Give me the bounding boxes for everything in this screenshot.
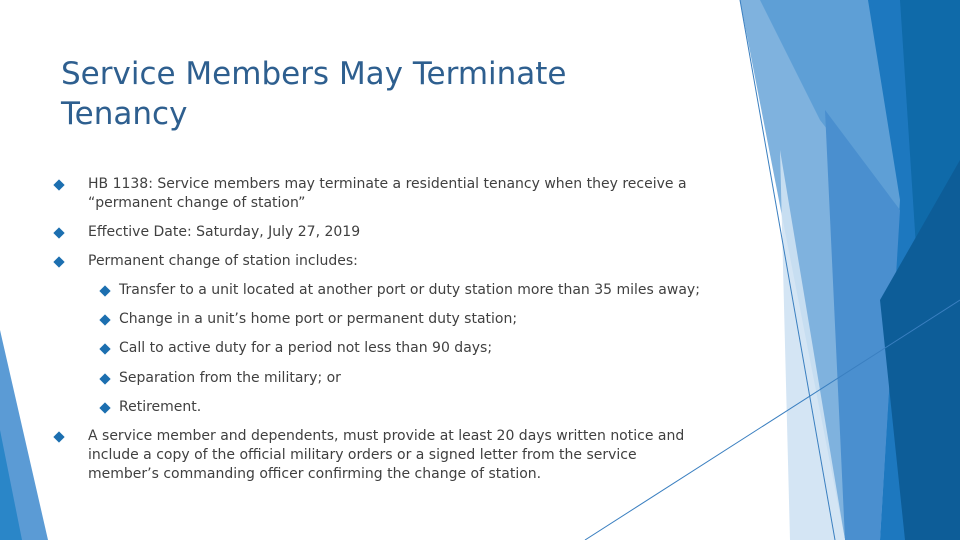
diamond-bullet-icon: [53, 256, 64, 267]
diamond-bullet-icon: [99, 373, 110, 384]
bullet-text: HB 1138: Service members may terminate a residential tenancy when they receive a “permanent change of station”: [88, 176, 687, 211]
bullet-text: Effective Date: Saturday, July 27, 2019: [88, 224, 361, 240]
sub-bullet-text: Retirement.: [119, 399, 202, 415]
diamond-bullet-icon: [99, 343, 110, 354]
diamond-bullet-icon: [53, 179, 64, 190]
sub-bullet-text: Transfer to a unit located at another port or duty station more than 35 miles away;: [119, 282, 700, 298]
diamond-bullet-icon: [99, 285, 110, 296]
slide-title: Service Members May Terminate Tenancy: [61, 56, 567, 132]
diamond-bullet-icon: [99, 314, 110, 325]
sub-bullet-text: Call to active duty for a period not less than 90 days;: [119, 340, 493, 356]
diamond-bullet-icon: [53, 227, 64, 238]
sub-bullet-text: Separation from the military; or: [119, 370, 341, 386]
diamond-bullet-icon: [99, 402, 110, 413]
diamond-bullet-icon: [53, 431, 64, 442]
sub-bullet-text: Change in a unit’s home port or permanent duty station;: [119, 311, 518, 327]
bullet-text: A service member and dependents, must provide at least 20 days written notice and include a copy of the official military orders or a signed letter from the service member’s commanding officer confirming the change of station.: [88, 428, 685, 482]
bullet-text: Permanent change of station includes:: [88, 253, 358, 269]
